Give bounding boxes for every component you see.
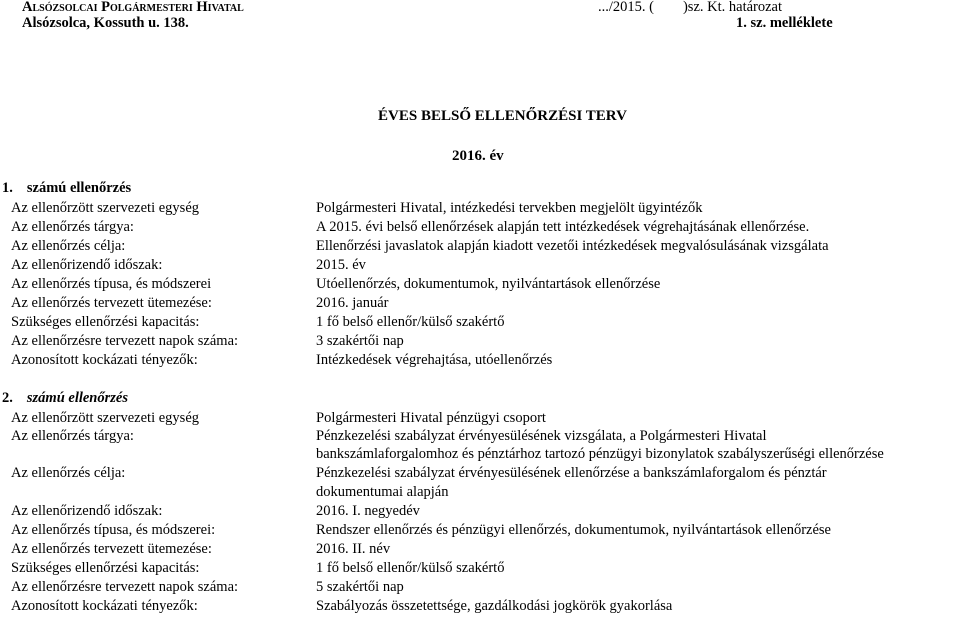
section-number: 2. xyxy=(2,390,13,406)
table-row xyxy=(0,522,960,542)
row-value: A 2015. évi belső ellenőrzések alapján tett intézkedések végrehajtásának ellenőrzése. xyxy=(316,219,810,235)
table-row xyxy=(0,200,960,220)
row-label: Szükséges ellenőrzési kapacitás: xyxy=(11,560,200,576)
row-value: 1 fő belső ellenőr/külső szakértő xyxy=(316,560,505,576)
doc-title: ÉVES BELSŐ ELLENŐRZÉSI TERV xyxy=(378,108,627,124)
table-row xyxy=(0,219,960,239)
row-value: Pénzkezelési szabályzat érvényesülésének vizsgálata, a Polgármesteri Hivatal xyxy=(316,428,767,444)
table-row xyxy=(0,257,960,277)
table-row xyxy=(0,598,960,618)
row-value: Pénzkezelési szabályzat érvényesülésének ellenőrzése a bankszámlaforgalom és pénztár xyxy=(316,465,827,481)
row-value: Utóellenőrzés, dokumentumok, nyilvántartások ellenőrzése xyxy=(316,276,661,292)
section-number: 1. xyxy=(2,180,13,196)
row-label: Az ellenőrizendő időszak: xyxy=(11,503,163,519)
org-address: Alsózsolca, Kossuth u. 138. xyxy=(22,15,189,31)
table-row xyxy=(0,295,960,315)
table-row xyxy=(0,560,960,580)
table-row xyxy=(0,410,960,430)
table-row xyxy=(0,503,960,523)
table-row xyxy=(0,541,960,561)
row-label: Az ellenőrzés tervezett ütemezése: xyxy=(11,541,212,557)
row-value: Rendszer ellenőrzés és pénzügyi ellenőrzés, dokumentumok, nyilvántartások ellenőrzése xyxy=(316,522,831,538)
row-label: Az ellenőrzésre tervezett napok száma: xyxy=(11,579,239,595)
row-label: Azonosított kockázati tényezők: xyxy=(11,352,198,368)
table-row xyxy=(0,276,960,296)
row-label: Az ellenőrzés típusa, és módszerei xyxy=(11,276,212,292)
resolution-ref: .../2015. ( )sz. Kt. határozat xyxy=(598,0,783,15)
row-value: 1 fő belső ellenőr/külső szakértő xyxy=(316,314,505,330)
row-label: Szükséges ellenőrzési kapacitás: xyxy=(11,314,200,330)
table-row-continuation xyxy=(0,446,960,466)
row-value: 2015. év xyxy=(316,257,366,273)
row-value-line2: bankszámlaforgalomhoz és pénztárhoz tartozó pénzügyi bizonylatok szabályszerűségi ellenőrzése xyxy=(316,446,884,462)
section-title: számú ellenőrzés xyxy=(26,390,128,406)
row-label: Az ellenőrzés célja: xyxy=(11,465,126,481)
row-value: 3 szakértői nap xyxy=(316,333,404,349)
row-label: Az ellenőrizendő időszak: xyxy=(11,257,163,273)
row-value: Polgármesteri Hivatal, intézkedési tervekben megjelölt ügyintézők xyxy=(316,200,703,216)
row-value: Polgármesteri Hivatal pénzügyi csoport xyxy=(316,410,546,426)
row-label: Az ellenőrzött szervezeti egység xyxy=(11,200,200,216)
row-label: Az ellenőrzés típusa, és módszerei: xyxy=(11,522,216,538)
section-1-heading xyxy=(2,180,131,197)
table-row xyxy=(0,352,960,372)
row-value: Szabályozás összetettsége, gazdálkodási jogkörök gyakorlása xyxy=(316,598,673,614)
table-row xyxy=(0,238,960,258)
row-value: 2016. I. negyedév xyxy=(316,503,420,519)
appendix-label: 1. sz. melléklete xyxy=(736,15,833,31)
table-row xyxy=(0,314,960,334)
row-value-line2: dokumentumai alapján xyxy=(316,484,449,500)
row-value: Intézkedések végrehajtása, utóellenőrzés xyxy=(316,352,553,368)
row-label: Azonosított kockázati tényezők: xyxy=(11,598,198,614)
table-row xyxy=(0,579,960,599)
row-label: Az ellenőrzés tárgya: xyxy=(11,428,134,444)
row-value: 5 szakértői nap xyxy=(316,579,404,595)
row-label: Az ellenőrzött szervezeti egység xyxy=(11,410,200,426)
row-label: Az ellenőrzés tervezett ütemezése: xyxy=(11,295,212,311)
row-value: 2016. január xyxy=(316,295,389,311)
row-value: 2016. II. név xyxy=(316,541,391,557)
row-value: Ellenőrzési javaslatok alapján kiadott vezetői intézkedések megvalósulásának vizsgálata xyxy=(316,238,829,254)
section-title: számú ellenőrzés xyxy=(26,180,132,196)
row-label: Az ellenőrzésre tervezett napok száma: xyxy=(11,333,239,349)
org-name: Alsózsolcai Polgármesteri Hivatal xyxy=(22,0,244,15)
table-row-continuation xyxy=(0,484,960,504)
row-label: Az ellenőrzés tárgya: xyxy=(11,219,134,235)
table-row xyxy=(0,465,960,485)
plan-year: 2016. év xyxy=(452,148,504,164)
row-label: Az ellenőrzés célja: xyxy=(11,238,126,254)
table-row xyxy=(0,333,960,353)
section-2-heading xyxy=(2,390,128,407)
table-row xyxy=(0,428,960,448)
